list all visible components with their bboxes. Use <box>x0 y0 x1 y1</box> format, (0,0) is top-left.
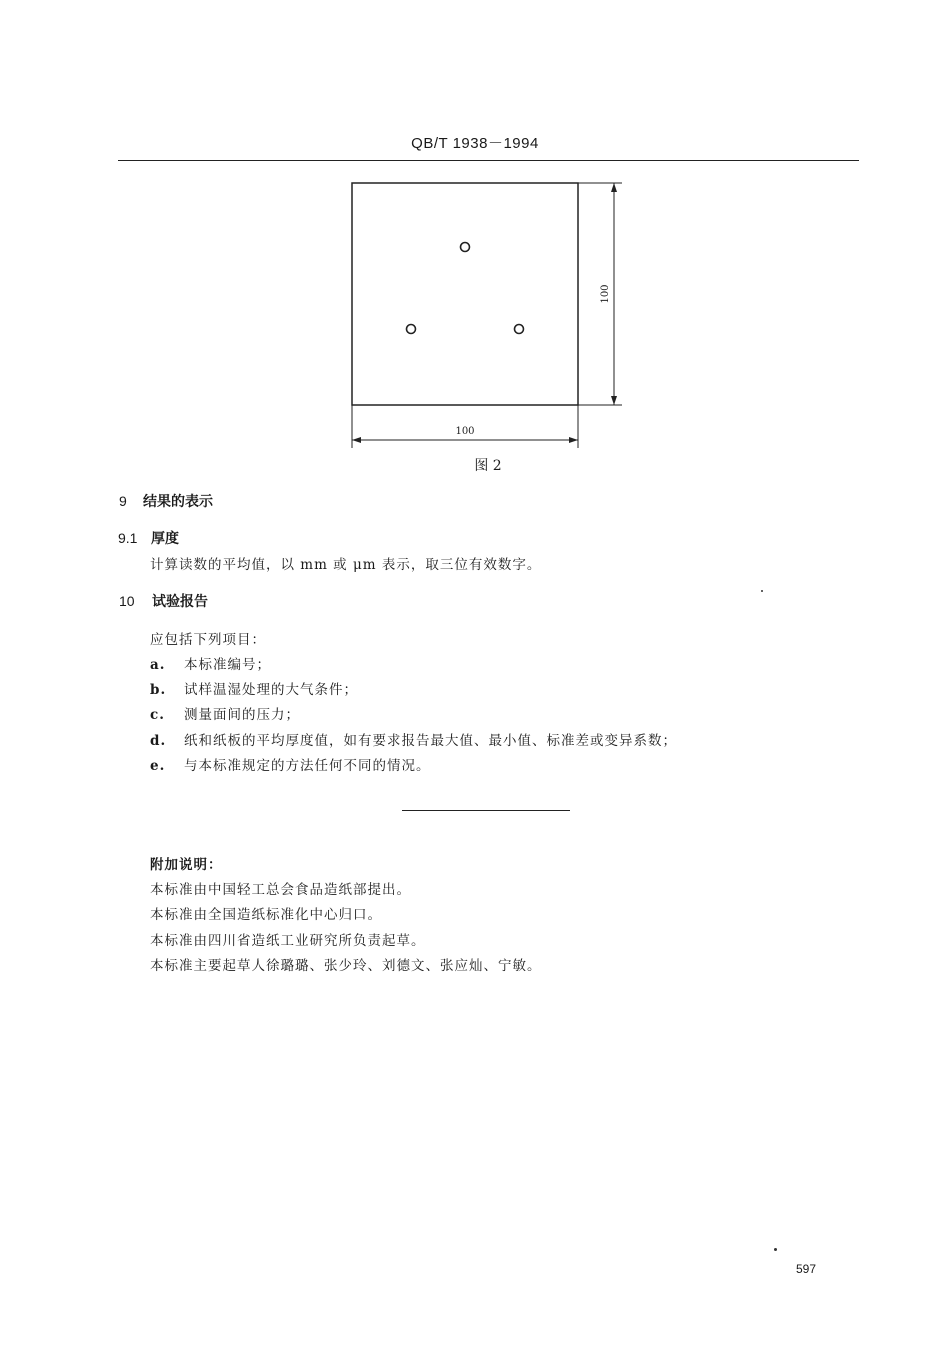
section-divider <box>402 810 570 811</box>
list-item <box>150 754 431 774</box>
notes-line: 本标准由四川省造纸工业研究所负责起草。 <box>150 933 426 949</box>
dim-arrow-right <box>569 437 578 443</box>
section-10-number: 10 <box>119 593 135 609</box>
list-item-text: 本标准编号； <box>184 657 271 673</box>
section-10-title: 试验报告 <box>152 594 208 610</box>
scan-speck <box>774 1248 777 1251</box>
notes-title: 附加说明： <box>150 857 223 873</box>
notes-line: 本标准由中国轻工总会食品造纸部提出。 <box>150 882 411 898</box>
section-9-1-number: 9.1 <box>118 530 138 546</box>
list-item <box>150 678 358 698</box>
header-rule <box>118 160 859 161</box>
page-number: 597 <box>796 1262 817 1276</box>
list-item <box>150 703 300 723</box>
section-9-1-title: 厚度 <box>151 531 179 547</box>
scan-speck <box>761 590 763 592</box>
dim-arrow-down <box>611 396 617 405</box>
notes-line: 本标准由全国造纸标准化中心归口。 <box>150 907 382 923</box>
section-9-heading <box>119 491 213 511</box>
list-item-text: 试样温湿处理的大气条件； <box>184 682 358 698</box>
standard-code: QB/T 1938－1994 <box>411 135 539 152</box>
list-item-text: 纸和纸板的平均厚度值，如有要求报告最大值、最小值、标准差或变异系数； <box>184 733 677 749</box>
dim-arrow-up <box>611 183 617 192</box>
list-item-letter: e. <box>150 758 166 774</box>
section-9-number: 9 <box>119 493 127 509</box>
list-item-letter: b. <box>150 682 167 698</box>
section-9-1-heading <box>118 528 179 548</box>
measure-point-left <box>407 325 416 334</box>
list-item-text: 与本标准规定的方法任何不同的情况。 <box>184 758 431 774</box>
section-9-1-text: 计算读数的平均值，以 mm 或 μm 表示，取三位有效数字。 <box>150 557 542 573</box>
notes-line: 本标准主要起草人徐璐璐、张少玲、刘德文、张应灿、宁敏。 <box>150 958 542 974</box>
dim-arrow-left <box>352 437 361 443</box>
list-item-letter: d. <box>150 733 167 749</box>
dim-width-label: 100 <box>455 426 475 437</box>
figure-caption: 图 2 <box>474 458 502 474</box>
list-item <box>150 729 677 749</box>
list-item-letter: c. <box>150 707 165 723</box>
figure-2-diagram <box>330 170 640 455</box>
measure-point-right <box>515 325 524 334</box>
section-9-title: 结果的表示 <box>143 494 213 510</box>
section-10-heading <box>119 591 208 611</box>
section-10-intro: 应包括下列项目： <box>150 632 266 648</box>
list-item <box>150 653 271 673</box>
dim-height-label: 100 <box>600 284 611 304</box>
list-item-text: 测量面间的压力； <box>184 707 300 723</box>
measure-point-top <box>461 243 470 252</box>
sample-square <box>352 183 578 405</box>
list-item-letter: a. <box>150 657 166 673</box>
